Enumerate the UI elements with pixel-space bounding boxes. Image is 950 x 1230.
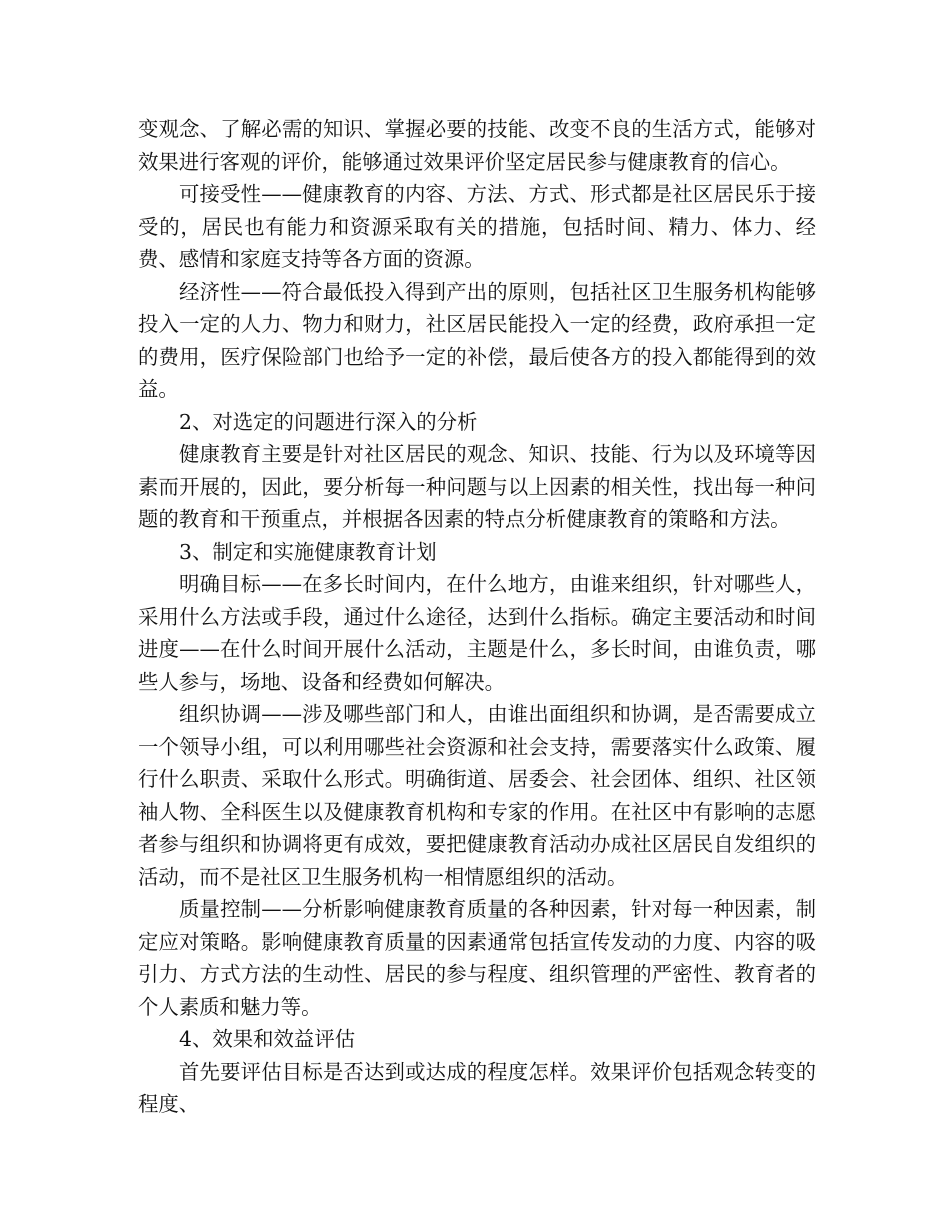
paragraph-goals: 明确目标——在多长时间内，在什么地方，由谁来组织，针对哪些人，采用什么方法或手段，通过什么途径，达到什么指标。确定主要活动和时间进度——在什么时间开展什么活动，主题是什么，多长时间，由谁负责，哪些人参与，场地、设备和经费如何解决。 xyxy=(138,572,816,694)
paragraph-coordination: 组织协调——涉及哪些部门和人，由谁出面组织和协调，是否需要成立一个领导小组，可以利用哪些社会资源和社会支持，需要落实什么政策、履行什么职责、采取什么形式。明确街道、居委会、社会团体、组织、社区领袖人物、全科医生以及健康教育机构和专家的作用。在社区中有影响的志愿者参与组织和协调将更有成效，要把健康教育活动办成社区居民自发组织的活动，而不是社区卫生服务机构一相情愿组织的活动。 xyxy=(138,702,816,889)
paragraph-continuation: 变观念、了解必需的知识、掌握必要的技能、改变不良的生活方式，能够对效果进行客观的评价，能够通过效果评价坚定居民参与健康教育的信心。 xyxy=(138,117,816,174)
paragraph-analysis: 健康教育主要是针对社区居民的观念、知识、技能、行为以及环境等因素而开展的，因此，要分析每一种问题与以上因素的相关性，找出每一种问题的教育和干预重点，并根据各因素的特点分析健康教育的策略和方法。 xyxy=(138,442,816,531)
document-body xyxy=(138,113,816,1121)
paragraph-evaluation: 首先要评估目标是否达到或达成的程度怎样。效果评价包括观念转变的程度、 xyxy=(138,1059,816,1116)
paragraph-quality-control: 质量控制——分析影响健康教育质量的各种因素，针对每一种因素，制定应对策略。影响健康教育质量的因素通常包括宣传发动的力度、内容的吸引力、方式方法的生动性、居民的参与程度、组织管理的严密性、教育者的个人素质和魅力等。 xyxy=(138,897,816,1019)
paragraph-economy: 经济性——符合最低投入得到产出的原则，包括社区卫生服务机构能够投入一定的人力、物力和财力，社区居民能投入一定的经费，政府承担一定的费用，医疗保险部门也给予一定的补偿，最后使各方的投入都能得到的效益。 xyxy=(138,279,816,401)
section-heading-plan: 3、制定和实施健康教育计划 xyxy=(179,539,437,564)
section-heading-analysis: 2、对选定的问题进行深入的分析 xyxy=(179,409,478,434)
paragraph-acceptability: 可接受性——健康教育的内容、方法、方式、形式都是社区居民乐于接受的，居民也有能力和资源采取有关的措施，包括时间、精力、体力、经费、感情和家庭支持等各方面的资源。 xyxy=(138,182,816,271)
section-heading-evaluation: 4、效果和效益评估 xyxy=(179,1027,356,1051)
